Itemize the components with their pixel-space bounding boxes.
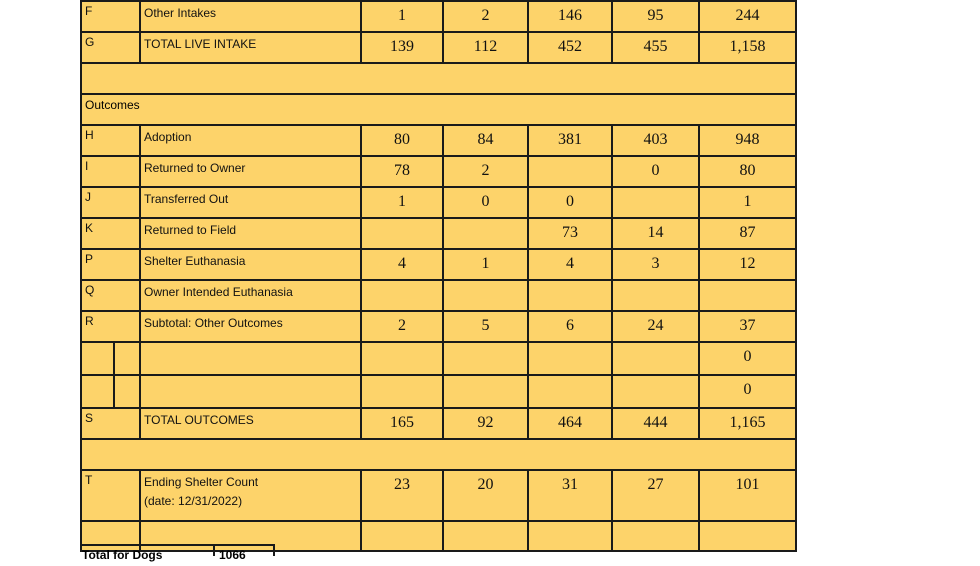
cell-value: 146 (528, 1, 612, 32)
cell-value: 0 (612, 156, 699, 187)
cell-value (443, 375, 528, 408)
cell-value: 84 (443, 125, 528, 156)
cell-value: 1,158 (699, 32, 796, 63)
cell-value (443, 342, 528, 375)
cell-value: 2 (443, 156, 528, 187)
row-label: TOTAL LIVE INTAKE (140, 32, 361, 63)
table-row-k (81, 218, 796, 249)
section-header-row (81, 94, 796, 125)
cell-value: 1 (361, 187, 443, 218)
row-code: J (81, 187, 140, 218)
cell-value: 14 (612, 218, 699, 249)
table-row-blank (81, 342, 796, 375)
cell-value: 165 (361, 408, 443, 439)
cell-value: 80 (699, 156, 796, 187)
row-label: Subtotal: Other Outcomes (140, 311, 361, 342)
empty-cell (361, 521, 443, 551)
row-label: Other Intakes (140, 1, 361, 32)
cell-value: 1,165 (699, 408, 796, 439)
spacer-cell (81, 439, 796, 470)
cell-value: 139 (361, 32, 443, 63)
cell-value: 95 (612, 1, 699, 32)
cell-value: 23 (361, 470, 443, 521)
row-label (140, 470, 361, 521)
spacer-cell (81, 63, 796, 94)
footer-end-border (273, 546, 275, 556)
cell-value: 92 (443, 408, 528, 439)
row-label: Owner Intended Euthanasia (140, 280, 361, 311)
total-dogs-value: 1066 (219, 548, 246, 562)
ending-count-date: (date: 12/31/2022) (144, 494, 243, 508)
table-row-q (81, 280, 796, 311)
cell-value: 87 (699, 218, 796, 249)
cell-value (528, 280, 612, 311)
row-code: G (81, 32, 140, 63)
spacer-row (81, 63, 796, 94)
cell-value (528, 156, 612, 187)
cell-value (361, 342, 443, 375)
cell-value: 244 (699, 1, 796, 32)
table-row-i (81, 156, 796, 187)
cell-value: 381 (528, 125, 612, 156)
row-code: Q (81, 280, 140, 311)
cell-value: 948 (699, 125, 796, 156)
cell-value: 2 (443, 1, 528, 32)
table-row-blank (81, 375, 796, 408)
cell-value: 444 (612, 408, 699, 439)
row-code: S (81, 408, 140, 439)
cell-value (443, 218, 528, 249)
cell-value: 403 (612, 125, 699, 156)
cell-value: 4 (528, 249, 612, 280)
cell-value: 1 (443, 249, 528, 280)
row-code: P (81, 249, 140, 280)
cell-value: 20 (443, 470, 528, 521)
row-code-split (81, 342, 140, 375)
row-label: Shelter Euthanasia (140, 249, 361, 280)
ending-count-label: Ending Shelter Count (144, 475, 259, 489)
row-label (140, 375, 361, 408)
row-label (140, 342, 361, 375)
cell-value: 101 (699, 470, 796, 521)
cell-value (443, 280, 528, 311)
cell-value (612, 187, 699, 218)
dog-total-footer (80, 544, 275, 566)
cell-value (361, 280, 443, 311)
table-row-s (81, 408, 796, 439)
cell-value (361, 218, 443, 249)
table-row-r (81, 311, 796, 342)
row-label: Returned to Field (140, 218, 361, 249)
outcomes-section-title: Outcomes (81, 94, 796, 125)
empty-cell (699, 521, 796, 551)
cell-value: 78 (361, 156, 443, 187)
cell-value: 5 (443, 311, 528, 342)
cell-value (612, 342, 699, 375)
empty-cell (612, 521, 699, 551)
cell-value: 0 (699, 375, 796, 408)
cell-value: 452 (528, 32, 612, 63)
cell-value: 0 (443, 187, 528, 218)
row-label: Returned to Owner (140, 156, 361, 187)
cell-value: 1 (361, 1, 443, 32)
total-dogs-label: Total for Dogs (82, 548, 163, 562)
cell-value: 37 (699, 311, 796, 342)
table-row-h (81, 125, 796, 156)
shelter-data-table (80, 0, 797, 552)
cell-value: 80 (361, 125, 443, 156)
row-label: Adoption (140, 125, 361, 156)
cell-value: 12 (699, 249, 796, 280)
cell-value: 4 (361, 249, 443, 280)
table-row-t (81, 470, 796, 521)
table-row-g (81, 32, 796, 63)
row-label: Transferred Out (140, 187, 361, 218)
spacer-row (81, 439, 796, 470)
cell-value: 2 (361, 311, 443, 342)
cell-value (361, 375, 443, 408)
cell-value: 112 (443, 32, 528, 63)
cell-value (612, 375, 699, 408)
cell-value (612, 280, 699, 311)
row-code: T (81, 470, 140, 521)
cell-value: 464 (528, 408, 612, 439)
row-code: F (81, 1, 140, 32)
row-code: R (81, 311, 140, 342)
table-row-j (81, 187, 796, 218)
row-code: H (81, 125, 140, 156)
row-label: TOTAL OUTCOMES (140, 408, 361, 439)
row-code-split (81, 375, 140, 408)
footer-divider (213, 546, 215, 556)
cell-value: 73 (528, 218, 612, 249)
cell-value: 455 (612, 32, 699, 63)
table-row-f (81, 1, 796, 32)
row-code: I (81, 156, 140, 187)
cell-value: 27 (612, 470, 699, 521)
cell-value: 24 (612, 311, 699, 342)
cell-value: 3 (612, 249, 699, 280)
cell-value (528, 342, 612, 375)
cell-value: 0 (699, 342, 796, 375)
cell-value: 1 (699, 187, 796, 218)
row-code: K (81, 218, 140, 249)
cell-value (699, 280, 796, 311)
cell-value: 6 (528, 311, 612, 342)
empty-cell (528, 521, 612, 551)
cell-value: 0 (528, 187, 612, 218)
cell-value (528, 375, 612, 408)
cell-value: 31 (528, 470, 612, 521)
empty-cell (443, 521, 528, 551)
table-row-p (81, 249, 796, 280)
